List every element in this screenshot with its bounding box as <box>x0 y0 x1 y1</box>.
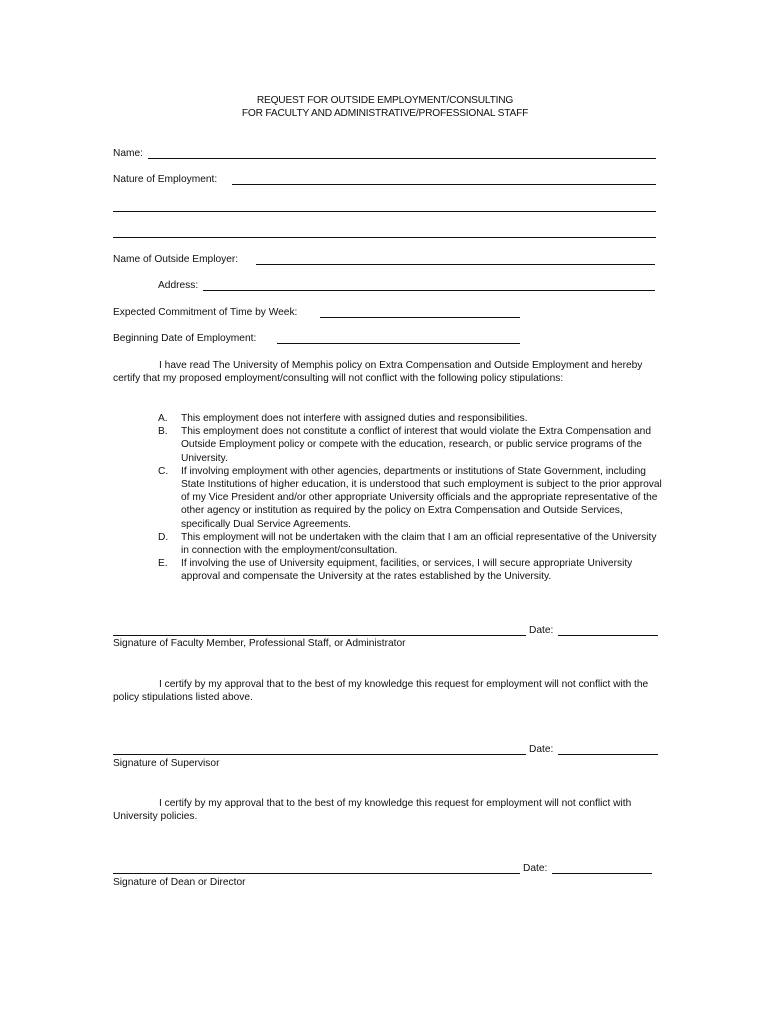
dean-certification-text: I certify by my approval that to the best of my knowledge this request for employment will not conflict with University policies. <box>113 798 632 823</box>
nature-of-employment-line[interactable] <box>232 184 656 185</box>
time-commitment-line[interactable] <box>320 317 520 318</box>
nature-of-employment-label: Nature of Employment: <box>113 174 218 185</box>
address-label: Address: <box>158 280 199 291</box>
name-label: Name: <box>113 148 144 159</box>
beginning-date-line[interactable] <box>277 343 520 344</box>
dean-certification-paragraph <box>113 797 658 823</box>
supervisor-certification-paragraph <box>113 678 658 704</box>
nature-of-employment-line-2[interactable] <box>113 211 656 212</box>
dean-signature-label: Signature of Dean or Director <box>113 877 246 888</box>
time-commitment-label: Expected Commitment of Time by Week: <box>113 307 298 318</box>
list-item-text: This employment does not constitute a conflict of interest that would violate the Extra Compensation and Outside Employment policy or compete with the education, research, or public service programs of the University. <box>181 426 652 464</box>
certification-intro-text: I have read The University of Memphis policy on Extra Compensation and Outside Employment and hereby certify that my proposed employment/consulting will not conflict with the following policy stipulations: <box>113 360 643 385</box>
address-line[interactable] <box>203 290 655 291</box>
dean-date-line[interactable] <box>552 873 652 874</box>
certification-paragraph <box>113 359 658 385</box>
list-item-text: This employment will not be undertaken with the claim that I am an official representative of the University in connection with the employment/consultation. <box>181 531 657 557</box>
list-item <box>158 412 663 425</box>
list-item <box>158 465 663 531</box>
list-item-letter: C. <box>158 465 169 477</box>
policy-stipulations-list <box>158 412 663 584</box>
outside-employer-line[interactable] <box>256 264 655 265</box>
list-item-text: If involving the use of University equipment, facilities, or services, I will secure appropriate University approval and compensate the University at the rates established by the University. <box>181 558 633 583</box>
supervisor-certification-text: I certify by my approval that to the best of my knowledge this request for employment will not conflict with the policy stipulations listed above. <box>113 679 649 704</box>
name-field-line[interactable] <box>148 158 656 159</box>
beginning-date-label: Beginning Date of Employment: <box>113 333 257 344</box>
faculty-signature-label: Signature of Faculty Member, Professional Staff, or Administrator <box>113 638 406 649</box>
form-title-line-1: REQUEST FOR OUTSIDE EMPLOYMENT/CONSULTING <box>256 95 514 106</box>
dean-date-label: Date: <box>523 863 548 874</box>
list-item-letter: B. <box>158 426 168 438</box>
supervisor-date-label: Date: <box>529 744 554 755</box>
list-item <box>158 531 663 557</box>
list-item-letter: E. <box>158 558 168 570</box>
faculty-date-label: Date: <box>529 625 554 636</box>
dean-signature-line[interactable] <box>113 873 520 874</box>
list-item-text: This employment does not interfere with assigned duties and responsibilities. <box>181 413 528 424</box>
outside-employer-label: Name of Outside Employer: <box>113 254 239 265</box>
supervisor-date-line[interactable] <box>558 754 658 755</box>
supervisor-signature-line[interactable] <box>113 754 526 755</box>
list-item-letter: A. <box>158 413 168 424</box>
nature-of-employment-line-3[interactable] <box>113 237 656 238</box>
list-item-letter: D. <box>158 531 169 543</box>
faculty-date-line[interactable] <box>558 635 658 636</box>
list-item <box>158 557 663 583</box>
list-item <box>158 425 663 465</box>
list-item-text: If involving employment with other agencies, departments or institutions of State Government, including State Institutions of higher education, it is understood that such employment is subject to the prior approval of my Vice President and/or other appropriate University officials and the appropriate representative of the other agency or institution as required by the policy on Extra Compensation and Outside Services, specifically Dual Service Agreements. <box>181 465 662 530</box>
form-title-line-2: FOR FACULTY AND ADMINISTRATIVE/PROFESSIONAL STAFF <box>241 108 529 119</box>
faculty-signature-line[interactable] <box>113 635 526 636</box>
supervisor-signature-label: Signature of Supervisor <box>113 758 220 769</box>
